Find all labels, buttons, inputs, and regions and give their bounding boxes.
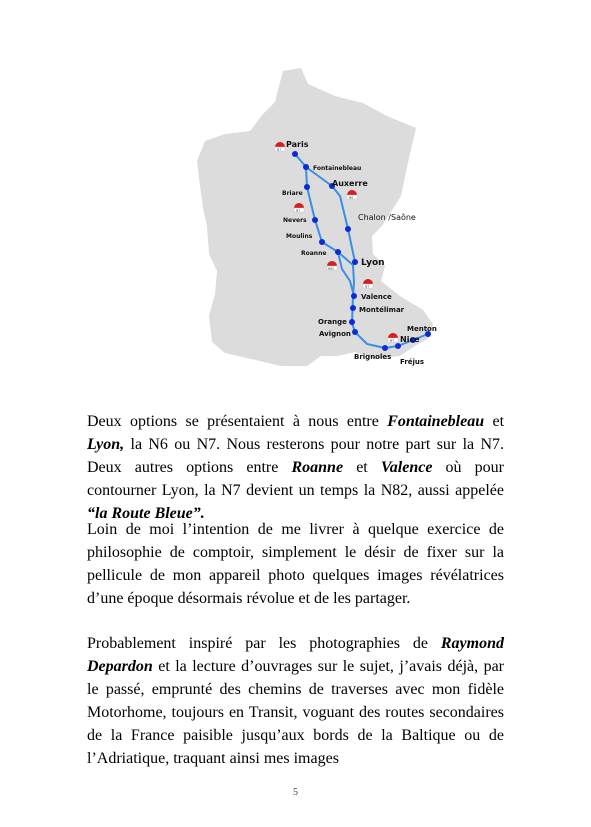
dot-avignon [352,329,358,335]
label-orange: Orange [318,318,347,326]
text-span: et [343,459,381,476]
label-moulins: Moulins [286,233,313,240]
svg-text:N7: N7 [365,284,370,289]
dot-orange [349,319,355,325]
label-valence: Valence [361,293,392,301]
dot-nevers [312,217,318,223]
dot-fontainebleau [303,164,309,170]
paragraph-routes [87,410,504,525]
text-span: et la lecture d’ouvrages sur le sujet, j’avais déjà, par le passé, emprunté des chemins de traverses avec mon fidèle Motorhome, toujours en Transit, voguant des routes secondaires de la France paisible jusqu’aux bords de la Baltique ou de l’Adriatique, traquant ainsi mes images [87,658,504,767]
paragraph-inspiration [87,632,504,770]
label-frejus: Fréjus [400,358,425,366]
dot-moulins [319,239,325,245]
label-avignon: Avignon [319,330,351,338]
paragraph-intention: Loin de moi l’intention de me livrer à quelque exercice de philosophie de comptoir, simplement le désir de fixer sur la pellicule de mon appareil photo quelques images révélatrices d’une époque désormais révolue et de les partager. [87,521,504,607]
dot-lyon [352,259,358,265]
svg-text:N7: N7 [277,147,282,152]
dot-valence [351,293,357,299]
svg-text:N7: N7 [390,338,395,343]
dot-paris [292,151,298,157]
svg-text:N7: N7 [296,208,301,213]
emphasis-lyon: Lyon, [87,436,125,453]
text-span: Deux options se présentaient à nous entre [87,413,388,430]
label-chalon: Chalon /Saône [358,213,416,222]
svg-text:N6: N6 [349,195,354,200]
emphasis-raymond-depardon: Raymond Depardon [87,635,504,675]
label-auxerre: Auxerre [332,179,368,188]
emphasis-route-bleue: “la Route Bleue”. [87,505,205,522]
emphasis-roanne: Roanne [291,459,344,476]
svg-text:N82: N82 [328,266,335,271]
dot-briare [304,184,310,190]
text-span: la N6 ou N7. Nous resterons pour notre part sur la N7. Deux autres options entre [87,436,504,476]
france-route-map [195,66,455,372]
dot-montelimar [350,305,356,311]
label-roanne: Roanne [301,250,327,257]
dot-chalon [345,226,351,232]
label-lyon: Lyon [361,258,385,268]
page-number: 5 [293,787,298,798]
label-menton: Menton [407,325,437,333]
label-fontainebleau: Fontainebleau [313,165,362,172]
label-briare: Briare [282,190,303,197]
dot-brignoles [382,345,388,351]
label-nice: Nice [400,335,420,344]
emphasis-fontainebleau: Fontainebleau [387,413,485,430]
label-nevers: Nevers [283,217,307,224]
dot-roanne [335,249,341,255]
label-paris: Paris [286,140,309,149]
text-span: et [484,413,505,430]
text-span: Probablement inspiré par les photographies de [87,635,441,652]
emphasis-valence: Valence [380,459,433,476]
label-brignoles: Brignoles [354,353,392,361]
text-span: où pour contourner Lyon, la N7 devient un temps la N82, aussi appelée [87,459,505,499]
label-montelimar: Montélimar [359,306,405,314]
